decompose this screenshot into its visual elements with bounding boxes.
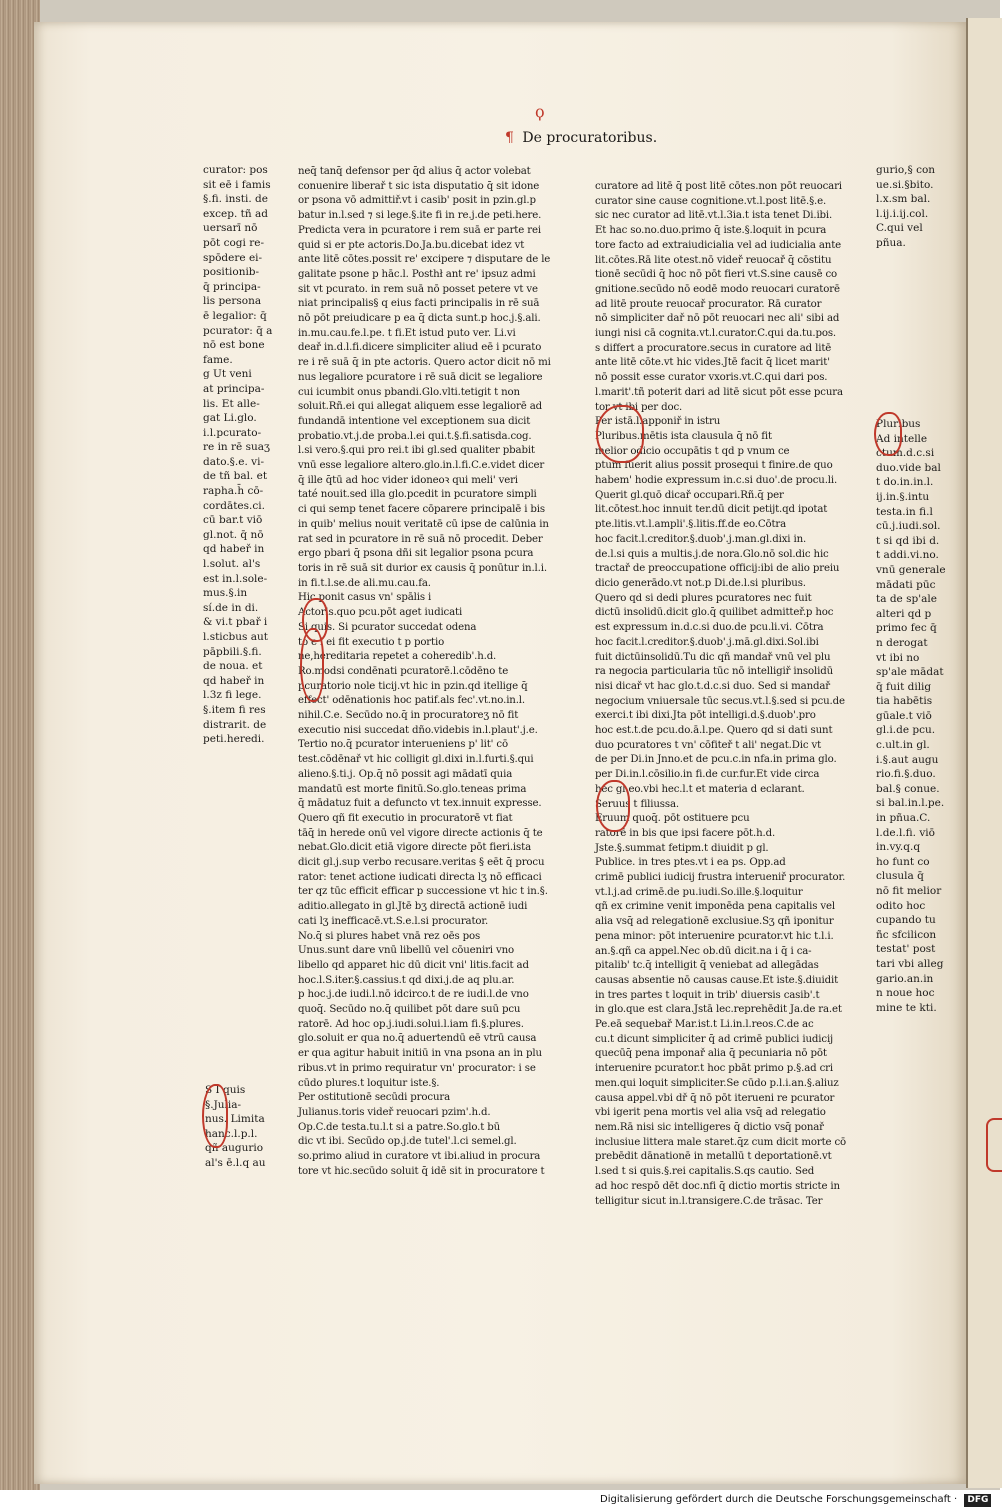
text-line: nō pōt preiudicare p ea q̄ dicta sunt.p hoc.j.§.ali. xyxy=(298,313,541,325)
text-line: Actoris.quo pcu.pōt aget iudicati xyxy=(298,607,463,619)
text-line: ē legalior: q̄ xyxy=(203,309,267,322)
dfg-logo: DFG xyxy=(964,1494,991,1507)
text-line: habem' hodie expressum in.c.si duo'.de procu.li. xyxy=(595,475,838,487)
text-line: glo.soluit er qua no.q̄ aduertendū eē vtrū causa xyxy=(298,1033,537,1045)
text-line: cu.t dicunt simpliciter q̄ ad crimē publici iudicij xyxy=(595,1033,834,1045)
text-line: causa appel.vbi dř q̄ nō pōt iterueni re pcurator xyxy=(595,1092,835,1104)
text-line: Unus.sunt dare vnū libellū vel cōueniri vno xyxy=(298,945,514,957)
text-line: peti.heredi. xyxy=(203,733,265,746)
text-line: testat' post xyxy=(876,943,936,956)
text-line: §.fi. insti. de xyxy=(203,193,268,206)
text-line: gario.an.in xyxy=(876,972,934,985)
text-line: vbi igerit pena mortis vel alia vsq̄ ad relegatio xyxy=(595,1107,826,1119)
text-line: niat principalis§ q eius facti principalis in rē suā xyxy=(298,298,540,310)
text-line: de per Di.in Jnno.et de pcu.c.in nfa.in prima glo. xyxy=(595,754,837,766)
text-line: pena minor: pōt interuenire pcurator.vt hic t.l.i. xyxy=(595,930,834,942)
text-line: quoq̄. Secūdo no.q̄ quilibet pōt dare suū pcu xyxy=(298,1004,521,1016)
running-header xyxy=(505,130,657,146)
text-line: distrarit. de xyxy=(203,718,267,731)
text-line: Ad intelle xyxy=(876,432,928,445)
text-line: inclusiue littera male staret.q̄z cum dicit morte cō xyxy=(595,1136,847,1148)
text-line: effect' odēnationis hoc patif.als fec'.vt.no.in.l. xyxy=(298,695,525,707)
paragraph-mark-icon: ¶ xyxy=(505,130,514,146)
text-line: cordātes.ci. xyxy=(203,499,265,512)
text-line: cū bar.t viō xyxy=(203,514,263,527)
text-line: curatore ad litē q̄ post litē cōtes.non pōt reuocari xyxy=(595,181,842,192)
text-line: duo.vide bal xyxy=(876,461,941,474)
text-line: mandatū est morte finitū.So.glo.teneas prima xyxy=(298,783,527,795)
rubric-initial-p xyxy=(596,405,644,463)
text-line: Per istā.l.apponiř in istru xyxy=(595,416,721,428)
text-line: per Di.in.l.cōsilio.in fi.de cur.fur.Et vide circa xyxy=(595,769,820,781)
text-line: negocium vniuersale tūc secus.vt.l.§.sed si pcu.de xyxy=(595,695,845,707)
text-line: positionib- xyxy=(203,266,260,279)
text-line: gl.not. q̄ nō xyxy=(203,528,264,541)
text-line: nō fit melior xyxy=(876,885,942,897)
text-line: test.cōdēnař vt hic colligit gl.dixi in.l.furti.§.qui xyxy=(298,754,534,766)
text-line: curator: pos xyxy=(203,164,268,176)
text-line: or psona vō admittiř.vt i casib' posit in pzin.gl.p xyxy=(298,195,536,207)
text-line: telligitur sicut in.l.transigere.C.de trāsac. Ter xyxy=(595,1195,823,1207)
text-line: probatio.vt.j.de proba.l.ei qui.t.§.fi.satisda.cog. xyxy=(298,430,532,442)
text-line: i.§.aut augu xyxy=(876,753,939,766)
text-line: nihil.C.e. Secūdo no.q̄ in procuratoreʒ nō fit xyxy=(298,710,519,722)
text-line: est in.l.sole- xyxy=(203,572,268,585)
text-line: libello qd apparet hic dū dicit vni' litis.facit ad xyxy=(298,959,529,971)
text-line: dicio generādo.vt not.p Di.de.l.si pluribus. xyxy=(595,577,806,589)
text-line: Pluribus xyxy=(876,418,921,430)
text-line: gurio,§ con xyxy=(876,164,936,176)
text-line: nus legaliore pcuratore i rē suā dicit se legaliore xyxy=(298,371,543,383)
text-line: pitalib' tc.q̄ intelligit q̄ veniebat ad allegādas xyxy=(595,960,819,972)
text-line: batur in.l.sed ⁊ si lege.§.ite fi in re.j.de peti.here. xyxy=(298,210,542,222)
text-line: cū.j.iudi.sol. xyxy=(876,520,941,533)
text-line: in pñua.C. xyxy=(876,812,931,825)
text-line: vnū generale xyxy=(876,563,946,576)
text-line: tia habētis xyxy=(876,695,933,708)
text-line: so.primo aliud in curatore vt ibi.aliud in procura xyxy=(298,1151,541,1163)
text-line: nebat.Glo.dicit etiā vigore directe pōt fieri.ista xyxy=(298,842,531,854)
text-line: pte.litis.vt.l.ampli'.§.litis.ff.de eo.Cōtra xyxy=(595,519,787,531)
text-line: clusula q̄ xyxy=(876,870,924,883)
text-line: deař in.d.l.fi.dicere simpliciter aliud eē i pcurato xyxy=(298,342,542,354)
text-line: p hoc.j.de iudi.l.nō idcirco.t de re iudi.l.de vno xyxy=(298,989,529,1001)
text-line: t do.in.in.l. xyxy=(876,476,934,489)
text-line: l.3z fi lege. xyxy=(203,689,262,702)
text-line: qñ ex crimine venit imponēda pena capitalis vel xyxy=(595,901,835,913)
text-line: soluit.Rñ.ei qui allegat aliquem esse legaliorē ad xyxy=(298,401,543,413)
text-line: fundandā intentione vel exceptionem sua dicit xyxy=(298,415,531,427)
rubric-initial-margin-p xyxy=(874,412,902,456)
text-line: sit eē i famis xyxy=(203,178,271,191)
text-line: Pe.eā sequebař Mar.ist.t Li.in.l.reos.C.de ac xyxy=(595,1019,814,1031)
text-line: sit vt pcurato. in rem suā nō posset petere vt ve xyxy=(298,283,538,295)
text-line: pñua. xyxy=(876,236,906,249)
facing-page-red-initial xyxy=(986,1118,1002,1172)
text-line: ptum fuerit alius possit prosequi t finire.de quo xyxy=(595,460,833,472)
text-line: in fi.t.l.se.de ali.mu.cau.fa. xyxy=(298,577,431,589)
text-line: cūdo plures.t loquitur iste.§. xyxy=(298,1077,440,1089)
text-line: fuit dictūinsolidū.Tu dic qñ mandař vnū vel plu xyxy=(595,651,831,663)
text-line: tractař de preoccupatione officij:ibi de alio preiu xyxy=(595,563,840,575)
text-line: tor vt ibi per doc. xyxy=(595,401,683,413)
text-line: duo pcuratores t vn' cōfiteř t ali' negat.Dic vt xyxy=(595,739,822,751)
text-line: l.marit'.tñ poterit dari ad litē sicut pōt esse pcura xyxy=(595,386,843,398)
text-line: crimē publici iudicij frustra interueniř procurator. xyxy=(595,872,846,884)
text-line: ñc sfcilicon xyxy=(876,928,937,941)
header-title: De procuratoribus. xyxy=(522,130,658,146)
text-line: uersarī nō xyxy=(203,222,258,235)
text-line: re in rē suaʒ xyxy=(203,441,270,454)
right-margin-gloss-lower xyxy=(876,417,946,1015)
text-line: hec gl.eo.vbi hec.l.t et materia d eclarant. xyxy=(595,783,805,795)
text-line: iungi nisi cā cognita.vt.l.curator.C.qui da.tu.pos. xyxy=(595,328,837,340)
text-line: in.mu.cau.fe.l.pe. t fi.Et istud puto ver. Li.vi xyxy=(298,327,516,339)
text-line: rapha.h̄ cō- xyxy=(203,485,264,498)
text-line: C.qui vel xyxy=(876,222,923,235)
red-pilcrow-icon: ϙ xyxy=(535,102,545,121)
text-line: dicit gl.j.sup verbo recusare.veritas § eēt q̄ procu xyxy=(298,857,545,869)
text-line: §.Julia- xyxy=(205,1098,242,1111)
text-line: ante litē cōtes.possit re' excipere ⁊ disputare de le xyxy=(298,254,551,266)
text-line: toris in rē suā sit durior ex causis q̄ ponūtur in.l.i. xyxy=(298,562,547,574)
text-line: Pluribus.mētis ista clausula q̄ nō fit xyxy=(595,430,772,442)
text-line: ante litē cōte.vt hic vides.Jtē facit q̄ licet marit' xyxy=(595,357,830,369)
text-line: fame. xyxy=(203,353,233,366)
rubric-initial-s xyxy=(300,628,324,702)
text-line: t addi.vi.no. xyxy=(876,549,939,562)
text-line: nem.Rā nisi sic intelligeres q̄ dictio vsq̄ ponař xyxy=(595,1122,824,1133)
text-line: cui icumbit onus pbandi.Glo.vlti.tetigit t non xyxy=(298,386,520,398)
text-line: excep. tñ ad xyxy=(203,207,268,220)
text-line: interuenire pcurator.t hoc pbāt primo p.§.ad cri xyxy=(595,1063,833,1075)
text-line: dic vt ibi. Secūdo op.j.de tutel'.l.ci semel.gl. xyxy=(298,1136,517,1148)
text-line: pāpbili.§.fi. xyxy=(203,645,262,658)
right-margin-gloss xyxy=(876,163,936,251)
text-line: q̄ fuit dilig xyxy=(876,680,932,693)
text-line: nus. Limita xyxy=(205,1113,265,1126)
text-line: sí.de in di. xyxy=(203,601,259,614)
text-line: No.q̄ si plures habet vnā rez oēs pos xyxy=(298,930,481,942)
text-line: tāq̄ in herede onū vel vigore directe actionis q̄ te xyxy=(298,827,543,839)
text-line: qd habeř in xyxy=(203,543,265,556)
text-line: al's ē.l.q au xyxy=(205,1156,266,1169)
text-line: g Ut veni xyxy=(203,368,252,381)
text-line: rio.fi.§.duo. xyxy=(876,768,936,781)
text-line: Quero qñ fit executio in procuratorē vt fiat xyxy=(298,812,513,824)
text-line: rat sed in pcuratore in rē suā nō procedit. Deber xyxy=(298,533,543,545)
text-line: cupando tu xyxy=(876,914,936,927)
text-line: qd habeř in xyxy=(203,674,265,687)
text-line: dictū insolidū.dicit glo.q̄ quilibet admitteř.p hoc xyxy=(595,607,834,619)
text-line: ratorē. Ad hoc op.j.iudi.solui.l.iam fi.§.plures. xyxy=(298,1018,524,1030)
text-line: pcuratorio nole ticij.vt hic in pzin.qd itellige q̄ xyxy=(298,680,528,692)
text-line: gnitione.secūdo nō eodē modo reuocari curatorē xyxy=(595,283,840,295)
text-line: men.qui loquit simpliciter.Se cūdo p.l.i.an.§.aliuz xyxy=(595,1077,839,1089)
text-line: l.ij.i.ij.col. xyxy=(876,207,929,220)
text-line: n noue hoc xyxy=(876,987,935,1000)
text-line: prebēdit dānationē in metallū t deportationē.vt xyxy=(595,1151,832,1163)
text-line: rator: tenet actione iudicati directa lʒ nō efficaci xyxy=(298,871,542,883)
text-line: hoc est.t.de pcu.do.ā.l.pe. Quero qd si dati sunt xyxy=(595,725,833,737)
text-line: l.si vero.§.qui pro rei.t ibi gl.sed qualiter pbabit xyxy=(298,445,535,457)
text-line: to e i ei fit executio t p portio xyxy=(298,636,445,648)
text-line: l.sed t si quis.§.rei capitalis.S.qs cautio. Sed xyxy=(595,1166,815,1178)
text-line: mus.§.in xyxy=(203,587,248,600)
text-line: Julianus.toris videř reuocari pzim'.h.d. xyxy=(298,1107,491,1118)
text-line: gat Li.glo. xyxy=(203,412,257,425)
text-line: exerci.t ibi dixi.Jta pōt intelligi.d.§.duob'.pro xyxy=(595,710,816,722)
text-line: vnū esse legaliore altero.glo.in.l.fi.C.e.videt dicer xyxy=(298,460,545,472)
text-line: nō possit esse curator vxoris.vt.C.qui dari pos. xyxy=(595,372,828,384)
text-line: ij.in.§.intu xyxy=(876,490,930,503)
text-line: quecūq̄ pena imponař alia q̄ pecuniaria nō pōt xyxy=(595,1048,827,1060)
text-line: executio nisi succedat dño.videbis in.l.plaut'.j.e. xyxy=(298,724,538,736)
text-line: l.sticbus aut xyxy=(203,631,268,643)
text-line: vt.l.j.ad crimē.de pu.iudi.So.ille.§.loquitur xyxy=(595,886,803,898)
text-line: q̄ principa- xyxy=(203,280,261,293)
main-column-left xyxy=(298,165,573,1180)
text-line: de noua. et xyxy=(203,660,263,673)
text-line: cati lʒ inefficacē.vt.S.e.l.si procurator. xyxy=(298,915,489,927)
text-line: ad hoc respō dēt doc.nfi q̄ dictio mortis stricte in xyxy=(595,1180,840,1192)
text-line: galitate psone p hāc.l. Posthł ant re' ipsuz admi xyxy=(298,268,536,280)
text-line: curator sine cause cognitione.vt.l.post litē.§.e. xyxy=(595,195,827,207)
main-column-right xyxy=(595,180,865,1209)
text-line: nisi dicař vt hac glo.t.d.c.si duo. Sed si mandař xyxy=(595,680,831,692)
text-line: pcurator: q̄ a xyxy=(203,324,273,337)
text-line: Seruus t filiussa. xyxy=(595,798,679,810)
text-line: bal.§ conue. xyxy=(876,782,940,795)
text-line: tari vbi alleg xyxy=(876,957,944,970)
text-line: ne,hereditaria repetet a coheredib'.h.d. xyxy=(298,651,497,663)
text-line: nō est bone xyxy=(203,339,265,352)
text-line: S I quis xyxy=(205,1084,246,1096)
text-line: gūale.t viō xyxy=(876,709,932,722)
rubric-initial-margin-si xyxy=(202,1084,228,1148)
text-line: hoc.l.S.iter.§.cassius.t qd dixi.j.de aq plu.ar. xyxy=(298,974,515,986)
text-line: nō simpliciter dař nō pōt reuocari nec ali' sibi ad xyxy=(595,313,840,325)
text-line: lit.cōtest.hoc innuit ter.dū dicit petijt.qd ipotat xyxy=(595,504,828,516)
text-line: er qua agitur habuit initiū in vna psona an in plu xyxy=(298,1048,542,1060)
text-line: vt ibi no xyxy=(876,651,920,664)
text-line: Op.C.de testa.tu.l.t si a patre.So.glo.t bū xyxy=(298,1121,501,1133)
rubric-initial-servum xyxy=(596,780,630,832)
text-line: & vi.t pbař i xyxy=(203,616,268,629)
text-line: conuenire liberař t sic ista disputatio q̄ sit idone xyxy=(298,180,540,192)
text-line: ra negocia particularia tūc nō intelligiř insolidū xyxy=(595,666,833,678)
facing-page-edge xyxy=(966,18,1002,1488)
text-line: sp'ale mādat xyxy=(876,666,944,679)
text-line: aditio.allegato in gl.Jtē bʒ directā actionē iudi xyxy=(298,901,528,913)
text-line: Si quis. Si pcurator succedat odena xyxy=(298,621,477,633)
text-line: ergo pbari q̄ psona dñi sit legalior psona pcura xyxy=(298,548,534,560)
text-line: s differt a procuratore.secus in curatore ad litē xyxy=(595,342,832,354)
text-line: t si qd ibi d. xyxy=(876,534,940,547)
text-line: Jste.§.summat fetipm.t diuidit p gl. xyxy=(595,842,769,854)
text-line: in tres partes t loquit in trib' diuersis casib'.t xyxy=(595,989,820,1001)
text-line: sic nec curator ad litē.vt.l.3ia.t ista tenet Di.ibi. xyxy=(595,210,833,222)
text-line: Predicta vera in pcuratore i rem suā er parte rei xyxy=(298,224,541,236)
text-line: n derogat xyxy=(876,636,928,649)
text-line: in quib' melius nouit veritatē cū ipse de calūnia in xyxy=(298,518,549,530)
text-line: lis persona xyxy=(203,295,262,308)
text-line: Ro.modsi condēnati pcuratorē.l.cōdēno te xyxy=(298,665,509,677)
text-line: ue.si.§bito. xyxy=(876,178,934,191)
text-line: ribus.vt in primo requiratur vn' procurator: i se xyxy=(298,1062,536,1074)
text-line: ho funt co xyxy=(876,855,930,868)
left-margin-gloss xyxy=(203,163,288,747)
text-line: at principa- xyxy=(203,382,265,395)
text-line: in glo.que est clara.Jstā lec.reprehēdit Ja.de ra.et xyxy=(595,1004,842,1016)
text-line: Et hac so.no.duo.primo q̄ iste.§.loquit in pcura xyxy=(595,225,827,237)
text-line: Per ostitutionē secūdi procura xyxy=(298,1092,450,1104)
text-line: hoc facit.l.creditor.§.duob'.j.mā.gl.dixi.Sol.ibi xyxy=(595,636,819,648)
text-line: qñ augurio xyxy=(205,1142,264,1155)
text-line: gl.i.de pcu. xyxy=(876,724,936,737)
digitization-footer xyxy=(600,1490,1000,1510)
text-line: odito hoc xyxy=(876,899,926,912)
text-line: mine te kti. xyxy=(876,1001,937,1014)
text-line: mādati pūc xyxy=(876,578,936,591)
text-line: ratorē in bis que ipsi facere pōt.h.d. xyxy=(595,827,776,839)
text-line: neq̄ tanq̄ defensor per q̄d alius q̄ actor volebat xyxy=(298,166,531,177)
text-line: Eruum quoq̄. pōt ostituere pcu xyxy=(595,813,750,825)
text-line: tore facto ad extraiudicialia vel ad iudicialia ante xyxy=(595,239,842,251)
text-line: q̄ ille q̄tū ad hoc vider idoneoꝛ qui meli' veri xyxy=(298,474,518,486)
text-line: tionē secūdi q̄ hoc nō pōt fieri vt.S.sine causē co xyxy=(595,269,838,281)
text-line: ad litē proute reuocař procurator. Rā curator xyxy=(595,298,822,310)
text-line: i.l.pcurato- xyxy=(203,426,262,439)
text-line: primo fec q̄ xyxy=(876,622,937,635)
text-line: hanc.l.p.l. xyxy=(205,1127,258,1140)
text-line: taté nouit.sed illa glo.pcedit in pcuratore simpli xyxy=(298,489,537,501)
text-line: dato.§.e. vi- xyxy=(203,455,264,468)
text-line: est expressum in.d.c.si duo.de pcu.li.vi. Cōtra xyxy=(595,622,824,634)
text-line: §.item fi res xyxy=(203,703,266,716)
text-line: l.x.sm bal. xyxy=(876,193,931,206)
text-line: alia vsq̄ ad relegationē exclusiue.Sʒ qñ iponitur xyxy=(595,916,834,928)
text-line: Querit gl.quō dicař occupari.Rñ.q̄ per xyxy=(595,489,784,501)
text-line: tore vt hic.secūdo soluit q̄ idē sit in procuratore t xyxy=(298,1165,545,1177)
text-line: de.l.si quis a multis.j.de nora.Glo.nō sol.dic hic xyxy=(595,548,829,560)
text-line: si bal.in.l.pe. xyxy=(876,797,945,810)
text-line: pōt cogi re- xyxy=(203,236,265,249)
text-line: hoc facit.l.creditor.§.duob'.j.man.gl.dixi in. xyxy=(595,533,807,545)
text-line: ci qui semp tenet facere cōparere principalē i bis xyxy=(298,504,545,516)
text-line: spōdere ei- xyxy=(203,251,263,264)
text-line: in.vy.q.q xyxy=(876,841,921,854)
footer-text: Digitalisierung gefördert durch die Deutsche Forschungsgemeinschaft · xyxy=(600,1494,958,1505)
text-line: Tertio no.q̄ pcurator interueniens p' lit' cō xyxy=(298,739,508,751)
text-line: alteri qd p xyxy=(876,607,932,620)
text-line: lit.cōtes.Rā lite otest.nō videř reuocař q̄ cōstitu xyxy=(595,254,832,266)
text-line: c.ult.in gl. xyxy=(876,739,930,752)
text-line: q̄ mādatuz fuit a defuncto vt tex.innuit expresse. xyxy=(298,798,542,810)
text-line: lis. Et alle- xyxy=(203,397,260,410)
text-line: quid si er pte actoris.Do.Ja.bu.dicebat idez vt xyxy=(298,239,525,251)
text-line: re i rē suā q̄ in pte actoris. Quero actor dicit nō mi xyxy=(298,357,551,369)
text-line: l.de.l.fi. viō xyxy=(876,826,935,839)
text-line: testa.in fi.l xyxy=(876,505,933,518)
text-line: ta de sp'ale xyxy=(876,593,937,606)
text-line: ter qz tūc efficit efficar p successione vt hic t in.§. xyxy=(298,886,548,898)
text-line: l.solut. al's xyxy=(203,558,261,571)
text-line: melior odicio occupātis t qd p vnum ce xyxy=(595,445,790,457)
text-line: Publice. in tres ptes.vt i ea ps. Opp.ad xyxy=(595,857,786,869)
text-line: alieno.§.ti.j. Op.q̄ nō possit agi mādatī quia xyxy=(298,768,513,780)
text-line: ctum.d.c.si xyxy=(876,447,935,460)
text-line: Quero qd si dedi plures pcuratores nec fuit xyxy=(595,592,812,604)
text-line: Hic ponit casus vn' spālis i xyxy=(298,592,432,604)
text-line: causas absentie nō causas cause.Et iste.§.diuidit xyxy=(595,974,839,986)
text-line: an.§.qñ ca appel.Nec ob.dū dicit.na i q̄ i ca- xyxy=(595,945,812,957)
text-line: de tñ bal. et xyxy=(203,470,268,483)
